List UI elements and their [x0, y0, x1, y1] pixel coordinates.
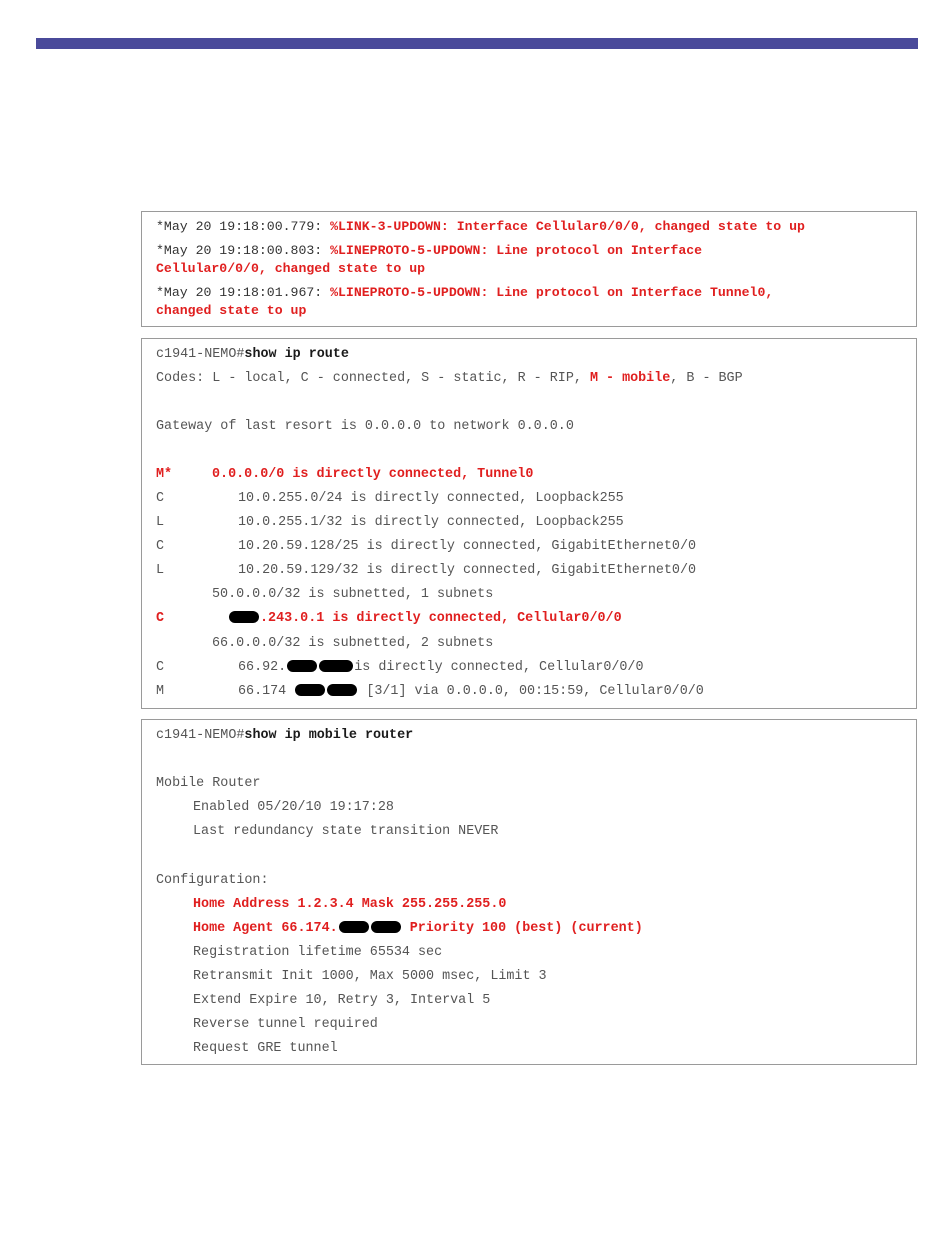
log-line-2-cont: Cellular0/0/0, changed state to up	[156, 261, 426, 276]
redaction-mark	[287, 660, 317, 672]
redaction-mark	[295, 684, 325, 696]
log-timestamp: *May 20 19:18:00.779:	[156, 219, 331, 234]
log-line-3	[156, 285, 773, 301]
route-code: C	[156, 611, 165, 626]
route-entry-text: [3/1] via 0.0.0.0, 00:15:59, Cellular0/0/0	[366, 684, 704, 699]
route-code: C	[156, 539, 165, 554]
route-code: L	[156, 563, 165, 578]
home-agent-suffix: Priority 100 (best) (current)	[409, 921, 643, 936]
log-timestamp: *May 20 19:18:00.803:	[156, 243, 331, 258]
syslog-panel	[141, 211, 917, 327]
route-code: M*	[156, 467, 173, 482]
route-entry	[228, 611, 622, 627]
home-address-line: Home Address 1.2.3.4 Mask 255.255.255.0	[193, 897, 507, 912]
route-entry: 10.0.255.0/24 is directly connected, Loopback255	[238, 491, 624, 506]
mobile-heading: Mobile Router	[156, 776, 261, 791]
enabled-line: Enabled 05/20/10 19:17:28	[193, 800, 394, 815]
home-agent-prefix: Home Agent 66.174.	[193, 921, 338, 936]
cli-prompt: c1941-NEMO#	[156, 728, 245, 743]
mobile-command-line	[156, 728, 413, 744]
route-entry-prefix: 66.92.	[238, 660, 287, 675]
log-timestamp: *May 20 19:18:01.967:	[156, 285, 331, 300]
cli-prompt: c1941-NEMO#	[156, 347, 245, 362]
route-command-line	[156, 347, 349, 363]
redaction-mark	[229, 611, 259, 623]
gateway-line: Gateway of last resort is 0.0.0.0 to network 0.0.0.0	[156, 419, 574, 434]
subnet-header: 50.0.0.0/32 is subnetted, 1 subnets	[212, 587, 494, 602]
retransmit-line: Retransmit Init 1000, Max 5000 msec, Limit 3	[193, 969, 547, 984]
log-line-3-cont: changed state to up	[156, 303, 307, 318]
lifetime-line: Registration lifetime 65534 sec	[193, 945, 443, 960]
gre-tunnel-line: Request GRE tunnel	[193, 1041, 338, 1056]
header-bar	[36, 38, 918, 49]
route-entry-text: .243.0.1 is directly connected, Cellular0/0/0	[260, 611, 622, 626]
log-message: %LINEPROTO-5-UPDOWN: Line protocol on Interface Tunnel0,	[330, 285, 774, 300]
route-code: M	[156, 684, 165, 699]
route-entry-text: is directly connected, Cellular0/0/0	[354, 660, 644, 675]
route-table-panel	[141, 338, 917, 709]
codes-text: , B - BGP	[670, 371, 743, 386]
codes-text: Codes: L - local, C - connected, S - static, R - RIP,	[156, 371, 590, 386]
config-heading: Configuration:	[156, 873, 269, 888]
reverse-tunnel-line: Reverse tunnel required	[193, 1017, 378, 1032]
mobile-router-panel	[141, 719, 917, 1065]
route-entry: 0.0.0.0/0 is directly connected, Tunnel0	[212, 467, 534, 482]
redaction-mark	[327, 684, 357, 696]
redaction-mark	[339, 921, 369, 933]
log-line-1	[156, 219, 805, 235]
cli-command: show ip route	[244, 347, 349, 362]
route-code: C	[156, 660, 165, 675]
log-line-2	[156, 243, 702, 259]
route-entry: 10.0.255.1/32 is directly connected, Loopback255	[238, 515, 624, 530]
log-message: %LINEPROTO-5-UPDOWN: Line protocol on Interface	[330, 243, 703, 258]
redaction-mark	[371, 921, 401, 933]
route-entry	[238, 660, 644, 676]
redundancy-line: Last redundancy state transition NEVER	[193, 824, 499, 839]
extend-line: Extend Expire 10, Retry 3, Interval 5	[193, 993, 491, 1008]
route-entry-prefix: 66.174	[238, 684, 287, 699]
home-agent-line	[193, 921, 643, 937]
route-code: C	[156, 491, 165, 506]
route-entry: 10.20.59.129/32 is directly connected, GigabitEthernet0/0	[238, 563, 697, 578]
route-entry: 10.20.59.128/25 is directly connected, GigabitEthernet0/0	[238, 539, 697, 554]
route-codes	[156, 371, 743, 387]
cli-command: show ip mobile router	[244, 728, 414, 743]
route-code: L	[156, 515, 165, 530]
subnet-header: 66.0.0.0/32 is subnetted, 2 subnets	[212, 636, 494, 651]
redaction-mark	[319, 660, 353, 672]
route-entry	[238, 684, 704, 700]
codes-mobile: M - mobile	[589, 371, 671, 386]
log-message: %LINK-3-UPDOWN: Interface Cellular0/0/0, changed state to up	[330, 219, 805, 234]
